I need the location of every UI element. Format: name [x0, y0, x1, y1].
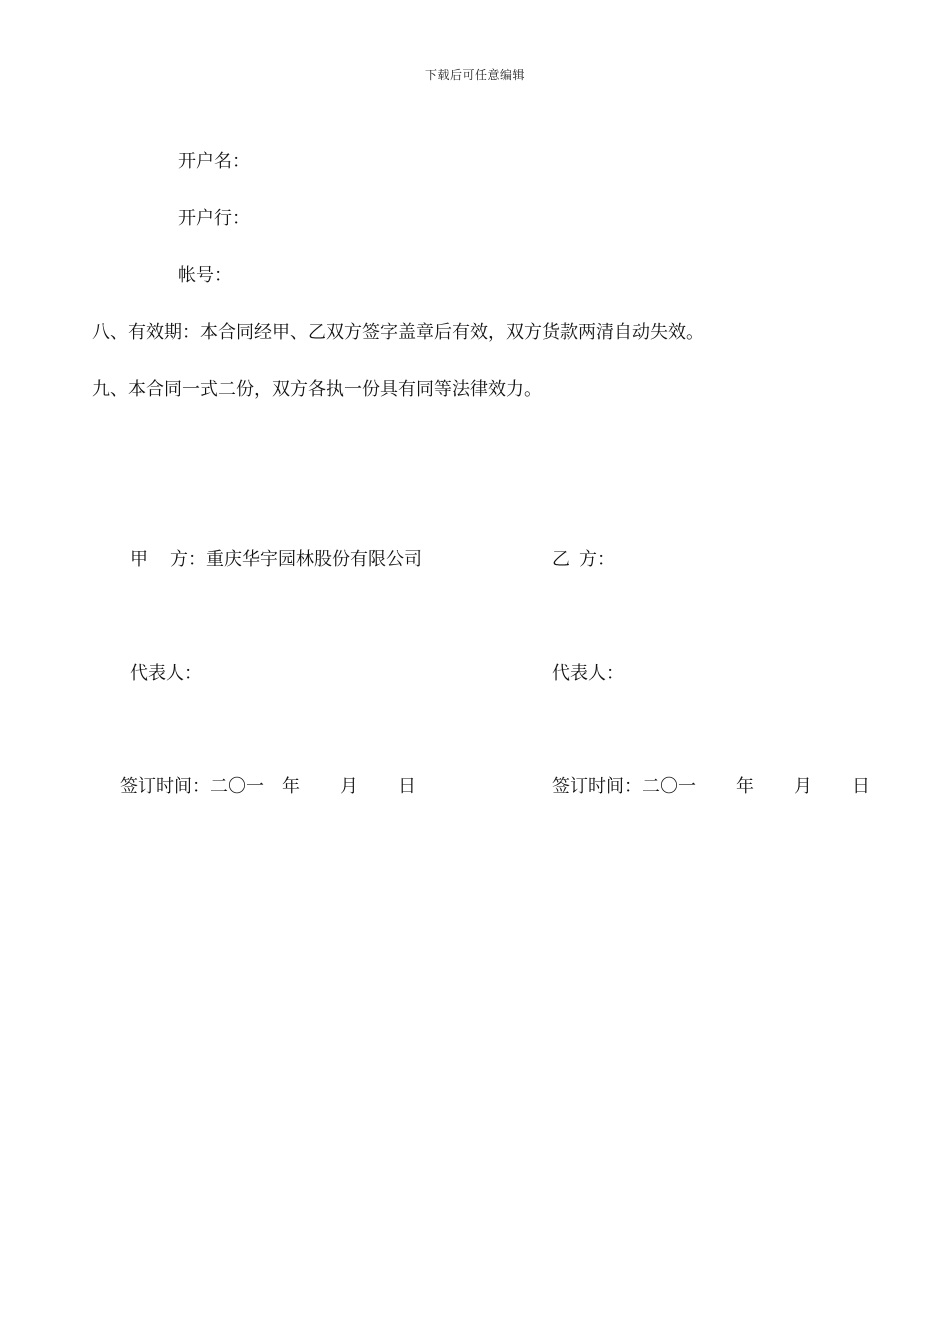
account-number-label: 帐号： [178, 265, 232, 286]
party-b-date-line [552, 775, 870, 799]
party-a-label-char1: 甲 [130, 549, 148, 570]
party-b-line [552, 548, 615, 572]
party-a-year: 年 [282, 776, 300, 797]
party-a-date-year-prefix: 二〇一 [210, 776, 264, 797]
party-b-label-char2: 方： [579, 549, 615, 570]
party-a-date-line [120, 775, 416, 799]
party-a-month: 月 [340, 776, 358, 797]
party-a-company-name: 重庆华宇园林股份有限公司 [206, 549, 422, 570]
bank-label: 开户行： [178, 208, 250, 229]
party-b-label-char1: 乙 [552, 549, 570, 570]
clause-nine: 九、本合同一式二份，双方各执一份具有同等法律效力。 [92, 379, 542, 400]
party-a-representative-label: 代表人： [130, 663, 202, 684]
party-b-day: 日 [852, 776, 870, 797]
page-header: 下载后可任意编辑 [424, 68, 525, 82]
party-b-year: 年 [736, 776, 754, 797]
account-name-label: 开户名： [178, 151, 250, 172]
party-b-representative-label: 代表人： [552, 663, 624, 684]
party-a-date-label: 签订时间： [120, 776, 210, 797]
party-b-date-year-prefix: 二〇一 [642, 776, 696, 797]
party-a-day: 日 [398, 776, 416, 797]
clause-eight: 八、有效期：本合同经甲、乙双方签字盖章后有效，双方货款两清自动失效。 [92, 322, 704, 343]
party-a-label-char2: 方： [170, 549, 206, 570]
party-a-line [130, 548, 422, 572]
party-b-date-label: 签订时间： [552, 776, 642, 797]
party-b-month: 月 [794, 776, 812, 797]
